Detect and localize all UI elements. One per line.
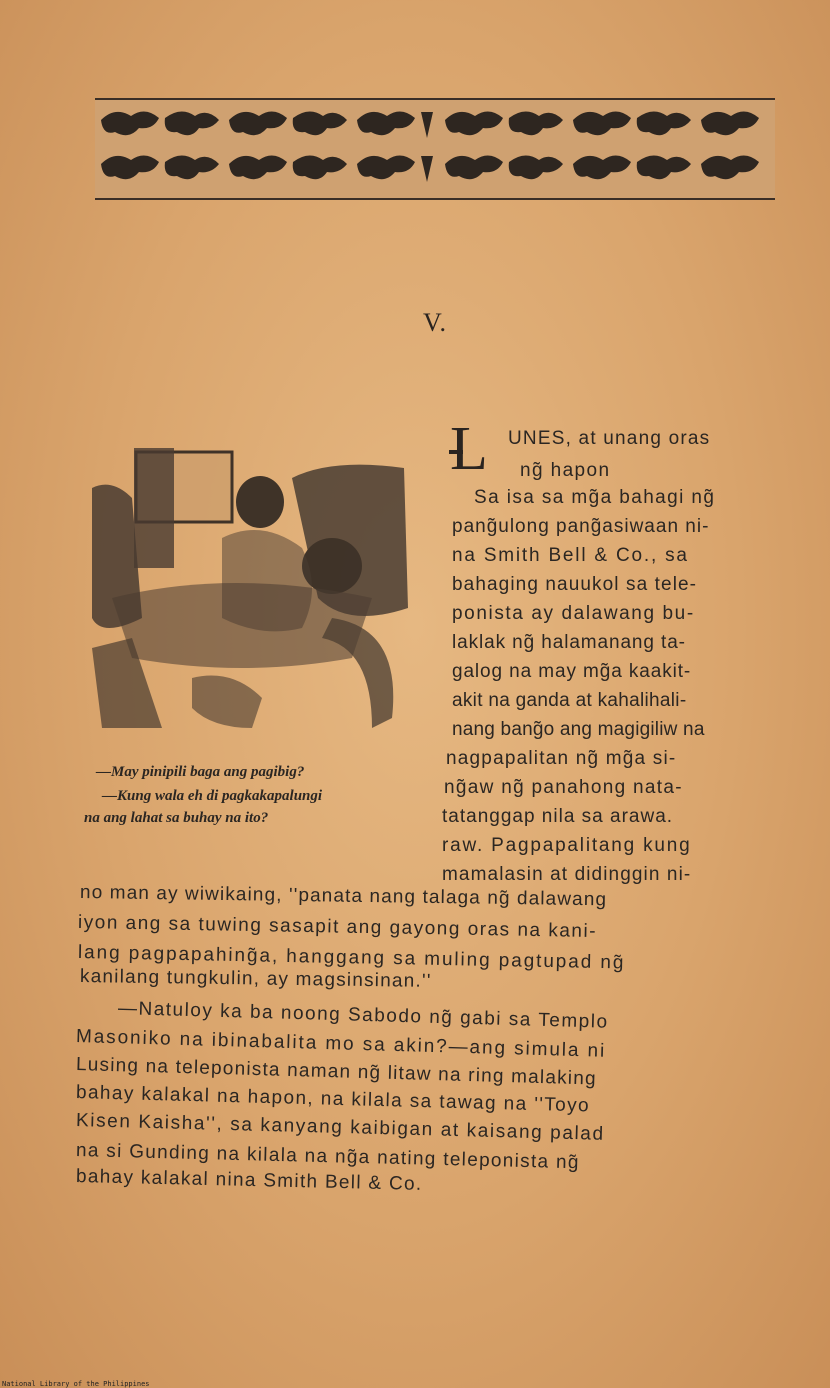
text-line: pang̃ulong pang̃asiwaan ni- [452, 516, 710, 537]
text-line: lang pagpapahing̃a, hanggang sa muling pagtupad ng̃ [77, 942, 626, 974]
text-line: ponista ay dalawang bu- [452, 603, 695, 624]
text-line: no man ay wiwikaing, ''panata nang talaga ng̃ dalawang [79, 882, 608, 911]
text-line: tatanggap nila sa arawa. [442, 806, 674, 827]
drop-cap-letter: L [450, 415, 488, 483]
text-line: na Smith Bell & Co., sa [452, 545, 689, 566]
text-line: laklak ng̃ halamanang ta- [452, 632, 686, 653]
text-line: na si Gunding na kilala na ng̃a nating teleponista ng̃ [75, 1140, 580, 1174]
text-line: kanilang tungkulin, ay magsinsinan.'' [79, 966, 432, 992]
text-line: —Natuloy ka ba noong Sabodo ng̃ gabi sa Templo [117, 998, 609, 1033]
illustration-two-women [92, 448, 408, 738]
caption-line: —Kung wala eh di pagkakapalungi [102, 788, 323, 804]
text-line: ng̃aw ng̃ panahong nata- [444, 777, 683, 798]
text-line: nang bang̃o ang magigiliw na [452, 719, 705, 740]
caption-line: —May pinipili baga ang pagibig? [96, 764, 305, 780]
ornamental-header-band [95, 98, 775, 200]
text-line: mamalasin at didinggin ni- [442, 864, 692, 885]
chapter-number: V. [423, 308, 447, 337]
text-line: Kisen Kaisha'', sa kanyang kaibigan at kaisang palad [75, 1110, 605, 1145]
text-line: nagpapalitan ng̃ mg̃a si- [446, 748, 677, 769]
text-line: ng̃ hapon [520, 460, 611, 481]
library-credit: National Library of the Philippines [2, 1380, 150, 1388]
text-line: bahay kalakal na hapon, na kilala sa tawag na ''Toyo [75, 1082, 591, 1117]
text-line: Lusing na teleponista naman ng̃ litaw na ring malaking [75, 1054, 598, 1090]
text-line: bahay kalakal nina Smith Bell & Co. [75, 1166, 423, 1195]
text-line: iyon ang sa tuwing sasapit ang gayong oras na kani- [77, 912, 598, 943]
text-line: galog na may mg̃a kaakit- [452, 661, 692, 682]
text-line: Masoniko na ibinabalita mo sa akin?—ang simula ni [75, 1026, 607, 1062]
text-line: Sa isa sa mg̃a bahagi ng̃ [474, 487, 716, 508]
text-line: UNES, at unang oras [508, 428, 711, 449]
text-line: raw. Pagpapalitang kung [442, 835, 692, 856]
caption-line: na ang lahat sa buhay na ito? [84, 810, 269, 826]
text-line: akit na ganda at kahalihali- [452, 690, 687, 711]
text-line: bahaging nauukol sa tele- [452, 574, 698, 595]
